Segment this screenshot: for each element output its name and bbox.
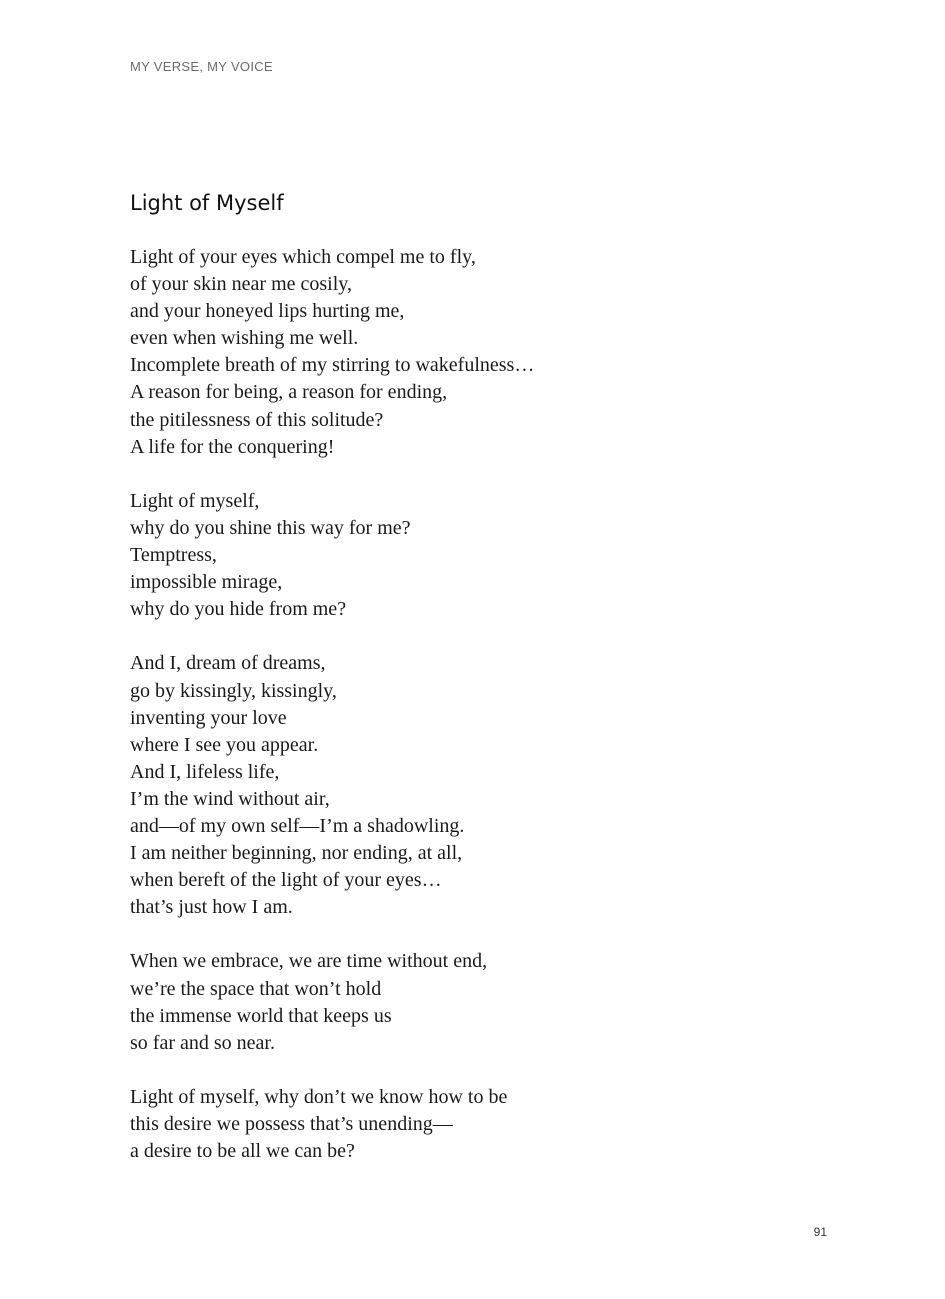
poem-line: and—of my own self—I’m a shadowling. xyxy=(130,814,465,837)
poem-line: Incomplete breath of my stirring to wakefulness… xyxy=(130,354,535,377)
poem-line: we’re the space that won’t hold xyxy=(130,977,382,1000)
poem-line: impossible mirage, xyxy=(130,571,283,594)
poem-line: Temptress, xyxy=(130,544,217,567)
poem-line: And I, dream of dreams, xyxy=(130,652,326,675)
poem-line: and your honeyed lips hurting me, xyxy=(130,300,405,323)
poem-line: A reason for being, a reason for ending, xyxy=(130,381,448,404)
poem-line: when bereft of the light of your eyes… xyxy=(130,869,442,892)
poem-line: I’m the wind without air, xyxy=(130,787,330,810)
stanza xyxy=(130,1084,534,1165)
poem-line: And I, lifeless life, xyxy=(130,760,280,783)
poem-line: why do you shine this way for me? xyxy=(130,516,411,539)
poem-line: this desire we possess that’s unending— xyxy=(130,1113,453,1135)
poem-line: Light of myself, xyxy=(130,489,260,512)
poem-body xyxy=(130,244,534,1165)
poem-title: Light of Myself xyxy=(130,191,284,215)
poem-line: even when wishing me well. xyxy=(130,327,359,350)
running-header: MY VERSE, MY VOICE xyxy=(130,59,273,74)
stanza xyxy=(130,650,534,921)
poem-line: the pitilessness of this solitude? xyxy=(130,408,384,431)
poem-line: why do you hide from me? xyxy=(130,598,347,621)
stanza xyxy=(130,488,534,623)
poem-line: A life for the conquering! xyxy=(130,435,335,458)
poem-line: Light of myself, why don’t we know how to be xyxy=(130,1085,508,1108)
poem-line: go by kissingly, kissingly, xyxy=(130,679,337,702)
poem-line: inventing your love xyxy=(130,706,287,729)
poem-line: that’s just how I am. xyxy=(130,896,293,919)
poem-line: Light of your eyes which compel me to fly, xyxy=(130,246,476,268)
poem-line: the immense world that keeps us xyxy=(130,1004,392,1027)
poem-line: where I see you appear. xyxy=(130,733,319,756)
poem-line: of your skin near me cosily, xyxy=(130,273,352,296)
poem-line: I am neither beginning, nor ending, at all, xyxy=(130,842,463,865)
poem-line: so far and so near. xyxy=(130,1031,275,1054)
poem-line: a desire to be all we can be? xyxy=(130,1140,355,1163)
poem-line: When we embrace, we are time without end, xyxy=(130,950,488,973)
stanza xyxy=(130,244,534,461)
stanza xyxy=(130,948,534,1056)
page-number: 91 xyxy=(813,1225,827,1239)
